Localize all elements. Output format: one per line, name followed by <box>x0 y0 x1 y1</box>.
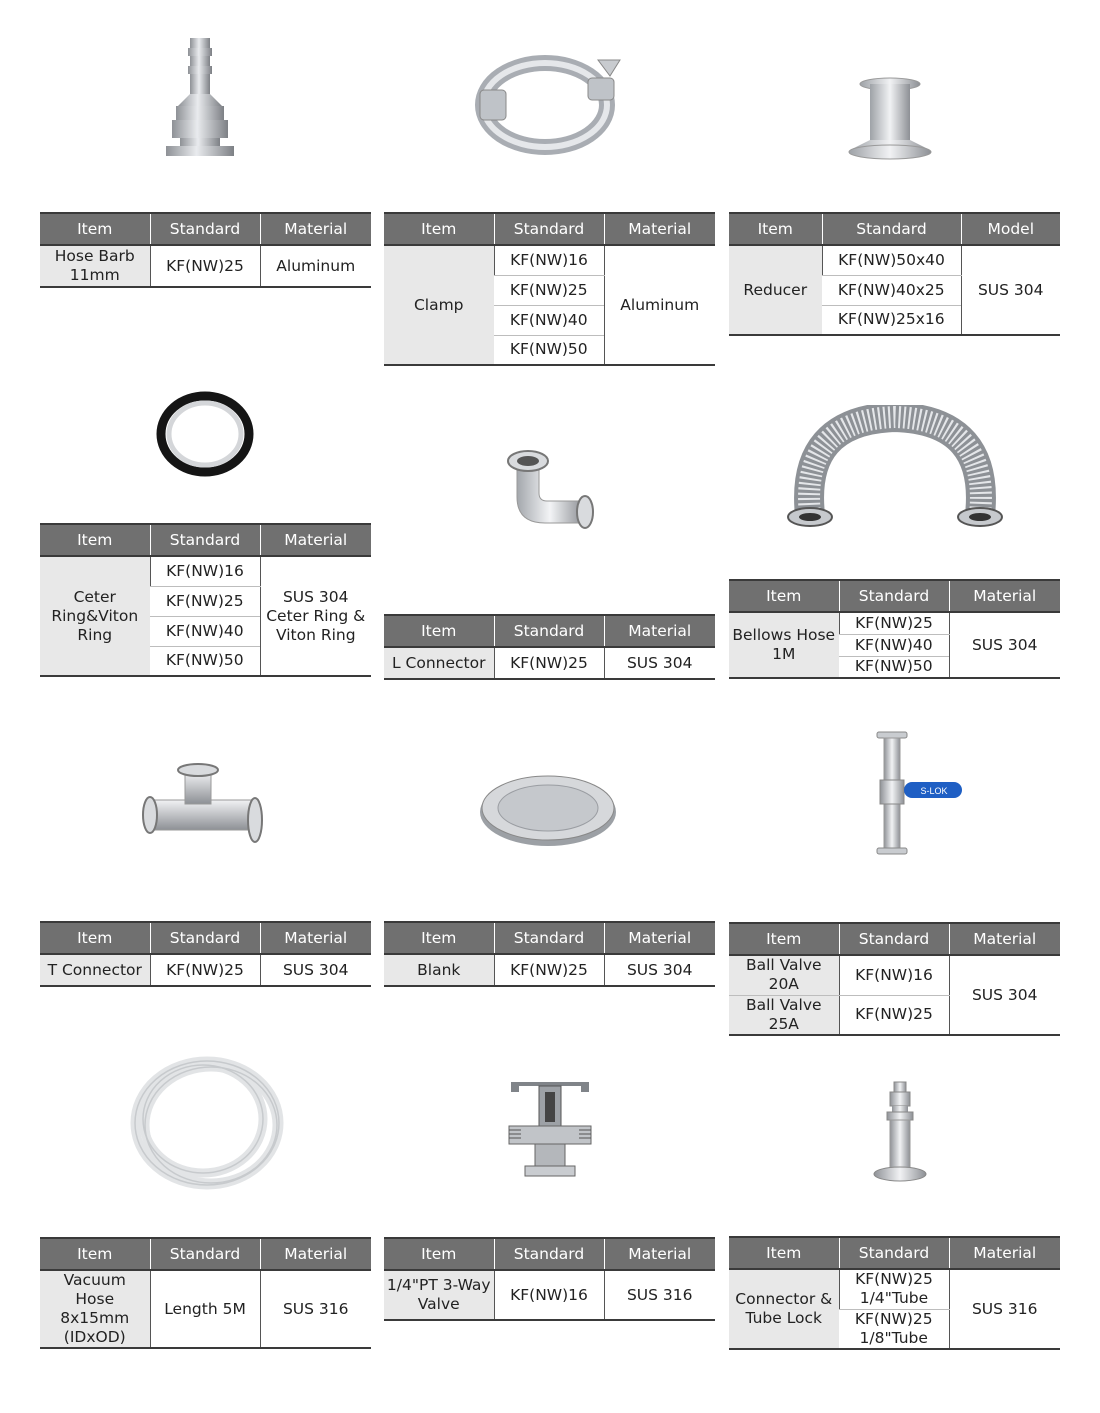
standard-cell: KF(NW)25 <box>150 586 260 616</box>
col-header-model: Model <box>961 213 1060 245</box>
material-cell: SUS 304 <box>604 954 715 986</box>
col-header-item: Item <box>384 615 494 647</box>
bellows-hose-image <box>780 405 1010 535</box>
standard-cell: KF(NW)16 <box>839 955 949 995</box>
item-cell: Reducer <box>729 245 822 335</box>
material-cell: Aluminum <box>604 245 715 365</box>
col-header-material: Material <box>604 1238 715 1270</box>
col-header-material: Material <box>949 1237 1060 1269</box>
col-header-item: Item <box>384 1238 494 1270</box>
valve-handle-label: S-LOK <box>920 786 948 796</box>
col-header-material: Material <box>260 1238 371 1270</box>
item-cell: Hose Barb 11mm <box>40 245 150 287</box>
col-header-standard: Standard <box>150 1238 260 1270</box>
standard-cell: KF(NW)25 <box>839 995 949 1035</box>
col-header-item: Item <box>40 922 150 954</box>
standard-cell: KF(NW)25x16 <box>822 305 961 335</box>
standard-cell: KF(NW)16 <box>494 245 604 275</box>
col-header-item: Item <box>729 213 822 245</box>
col-header-material: Material <box>949 923 1060 955</box>
col-header-standard: Standard <box>494 1238 604 1270</box>
model-cell: SUS 304 <box>961 245 1060 335</box>
reducer-table <box>729 212 1060 336</box>
item-cell: L Connector <box>384 647 494 679</box>
col-header-item: Item <box>729 580 839 612</box>
item-cell: Ball Valve 20A <box>729 955 839 995</box>
standard-cell: KF(NW)25 <box>839 612 949 634</box>
col-header-standard: Standard <box>150 524 260 556</box>
col-header-item: Item <box>40 524 150 556</box>
ball-valve-table <box>729 922 1060 1036</box>
col-header-standard: Standard <box>839 1237 949 1269</box>
three-way-valve-image <box>505 1078 595 1183</box>
tube-lock-image <box>870 1078 930 1188</box>
col-header-standard: Standard <box>150 922 260 954</box>
standard-cell: KF(NW)40x25 <box>822 275 961 305</box>
material-cell: SUS 304 <box>949 955 1060 1035</box>
standard-cell: KF(NW)40 <box>839 634 949 656</box>
hose-barb-table <box>40 212 371 288</box>
col-header-material: Material <box>604 213 715 245</box>
item-cell: Ball Valve 25A <box>729 995 839 1035</box>
t-connector-image <box>140 760 265 855</box>
hose-barb-image <box>140 30 260 170</box>
standard-cell: KF(NW)25 1/4"Tube <box>839 1269 949 1309</box>
material-cell: SUS 304 <box>604 647 715 679</box>
material-cell: SUS 316 <box>604 1270 715 1320</box>
standard-cell: KF(NW)25 <box>150 954 260 986</box>
center-ring-table <box>40 523 371 677</box>
standard-cell: KF(NW)40 <box>150 616 260 646</box>
col-header-material: Material <box>260 922 371 954</box>
standard-cell: KF(NW)25 <box>494 275 604 305</box>
standard-cell: Length 5M <box>150 1270 260 1348</box>
item-cell: Clamp <box>384 245 494 365</box>
col-header-item: Item <box>384 922 494 954</box>
l-connector-image <box>495 445 600 540</box>
standard-cell: KF(NW)25 <box>494 954 604 986</box>
material-cell: SUS 316 <box>949 1269 1060 1349</box>
vacuum-hose-table <box>40 1237 371 1349</box>
col-header-item: Item <box>729 923 839 955</box>
col-header-item: Item <box>40 1238 150 1270</box>
tube-lock-table <box>729 1236 1060 1350</box>
col-header-standard: Standard <box>839 923 949 955</box>
col-header-material: Material <box>949 580 1060 612</box>
col-header-standard: Standard <box>494 213 604 245</box>
material-cell: Aluminum <box>260 245 371 287</box>
standard-cell: KF(NW)25 <box>494 647 604 679</box>
col-header-material: Material <box>604 615 715 647</box>
material-cell: SUS 304 <box>949 612 1060 678</box>
center-ring-image <box>155 390 255 480</box>
material-cell: SUS 304 <box>260 954 371 986</box>
col-header-item: Item <box>729 1237 839 1269</box>
vacuum-hose-image <box>125 1045 290 1195</box>
standard-cell: KF(NW)50 <box>494 335 604 365</box>
col-header-item: Item <box>40 213 150 245</box>
three-way-valve-table <box>384 1237 715 1321</box>
standard-cell: KF(NW)50 <box>150 646 260 676</box>
item-cell: Bellows Hose 1M <box>729 612 839 678</box>
standard-cell: KF(NW)16 <box>494 1270 604 1320</box>
item-cell: Vacuum Hose 8x15mm (IDxOD) <box>40 1270 150 1348</box>
clamp-image <box>470 50 630 160</box>
item-cell: 1/4"PT 3-Way Valve <box>384 1270 494 1320</box>
col-header-standard: Standard <box>150 213 260 245</box>
item-cell: Blank <box>384 954 494 986</box>
blank-image <box>478 770 618 850</box>
material-cell: SUS 304 Ceter Ring & Viton Ring <box>260 556 371 676</box>
standard-cell: KF(NW)25 <box>150 245 260 287</box>
bellows-hose-table <box>729 579 1060 679</box>
col-header-item: Item <box>384 213 494 245</box>
col-header-material: Material <box>260 524 371 556</box>
t-connector-table <box>40 921 371 987</box>
col-header-material: Material <box>604 922 715 954</box>
item-cell: T Connector <box>40 954 150 986</box>
standard-cell: KF(NW)50 <box>839 656 949 678</box>
item-cell: Connector & Tube Lock <box>729 1269 839 1349</box>
standard-cell: KF(NW)40 <box>494 305 604 335</box>
blank-table <box>384 921 715 987</box>
item-cell: Ceter Ring&Viton Ring <box>40 556 150 676</box>
col-header-standard: Standard <box>822 213 961 245</box>
standard-cell: KF(NW)25 1/8"Tube <box>839 1309 949 1349</box>
standard-cell: KF(NW)50x40 <box>822 245 961 275</box>
reducer-image <box>840 70 940 165</box>
standard-cell: KF(NW)16 <box>150 556 260 586</box>
l-connector-table <box>384 614 715 680</box>
col-header-standard: Standard <box>839 580 949 612</box>
col-header-standard: Standard <box>494 615 604 647</box>
col-header-material: Material <box>260 213 371 245</box>
col-header-standard: Standard <box>494 922 604 954</box>
clamp-table <box>384 212 715 366</box>
ball-valve-image <box>868 728 968 858</box>
material-cell: SUS 316 <box>260 1270 371 1348</box>
